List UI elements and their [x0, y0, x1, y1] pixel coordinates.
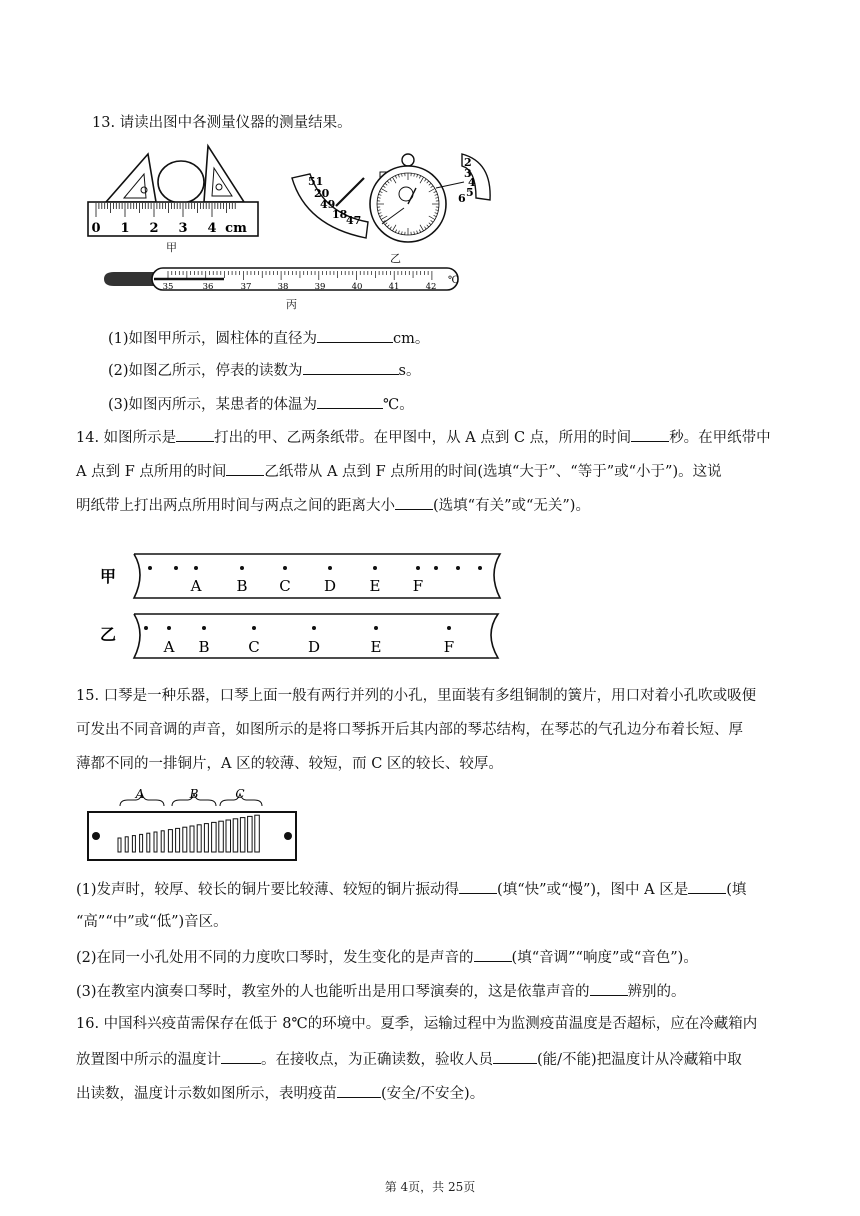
zone-A: A: [135, 787, 145, 801]
answer-blank[interactable]: [317, 327, 393, 343]
sw-num-49: 49: [320, 198, 336, 211]
sw-num-18: 18: [332, 208, 348, 221]
thermo-38: 38: [277, 282, 289, 292]
sw-small-4: 4: [468, 176, 476, 189]
thermo-36: 36: [202, 282, 214, 292]
sw-num-51: 51: [308, 175, 324, 188]
yi-E: E: [370, 638, 382, 656]
q14-line1: 14. 如图所示是 打出的甲、乙两条纸带。在甲图中，从 A 点到 C 点，所用的时间 秒。在甲纸带中: [76, 426, 771, 448]
tape-label-yi: 乙: [100, 625, 117, 644]
sw-small-3: 3: [464, 167, 472, 180]
thermo-37: 37: [240, 282, 252, 292]
thermo-41: 41: [388, 282, 400, 292]
sw-num-47: 47: [346, 214, 362, 227]
q15-item3: (3)在教室内演奏口琴时，教室外的人也能听出是用口琴演奏的，这是依靠声音的 辨别的。: [76, 980, 686, 1002]
q14-line3: 明纸带上打出两点所用时间与两点之间的距离大小 (选填“有关”或“无关”)。: [76, 494, 590, 516]
q15-item1-cont: “高”“中”或“低”)音区。: [76, 914, 228, 930]
yi-A: A: [163, 638, 175, 656]
q15-line1: 15. 口琴是一种乐器，口琴上面一般有两行并列的小孔，里面装有多组铜制的簧片，用口对着小孔吹或吸便: [76, 688, 757, 704]
thermo-35: 35: [162, 282, 174, 292]
yi-B: B: [198, 638, 210, 656]
answer-blank[interactable]: [221, 1048, 261, 1064]
ruler-num-2: 2: [149, 221, 159, 236]
answer-blank[interactable]: [303, 359, 399, 375]
caption-bing: 丙: [286, 298, 297, 311]
yi-C: C: [248, 638, 260, 656]
jia-D: D: [323, 577, 337, 595]
caption-jia: 甲: [166, 241, 177, 254]
q13-item1: (1)如图甲所示，圆柱体的直径为 cm。: [108, 327, 429, 349]
answer-blank[interactable]: [317, 393, 383, 409]
q14-line2: A 点到 F 点所用的时间 乙纸带从 A 点到 F 点所用的时间(选填“大于”、“等于”或“小于”)。这说: [76, 460, 722, 482]
q15-line2: 可发出不同音调的声音，如图所示的是将口琴拆开后其内部的琴芯结构，在琴芯的气孔边分布着长短、厚: [76, 722, 743, 738]
answer-blank[interactable]: [631, 426, 669, 442]
thermo-39: 39: [314, 282, 326, 292]
answer-blank[interactable]: [226, 460, 264, 476]
thermo-40: 40: [351, 282, 363, 292]
q15-item2: (2)在同一小孔处用不同的力度吹口琴时，发生变化的是声音的 (填“音调”“响度”或“音色”)。: [76, 946, 698, 968]
yi-F: F: [443, 638, 455, 656]
caption-yi: 乙: [390, 252, 401, 265]
answer-blank[interactable]: [337, 1082, 381, 1098]
q13-item2: (2)如图乙所示，停表的读数为 s。: [108, 359, 421, 381]
page-footer: 第 4页，共 25页: [384, 1180, 476, 1194]
ruler-num-3: 3: [178, 221, 188, 236]
ruler-num-1: 1: [120, 221, 130, 236]
answer-blank[interactable]: [176, 426, 214, 442]
q13-title: 13. 请读出图中各测量仪器的测量结果。: [92, 115, 352, 131]
figure-paper-tapes: [100, 544, 510, 660]
q16-line2: 放置图中所示的温度计 。在接收点，为正确读数，验收人员 (能/不能)把温度计从冷藏箱中取: [76, 1048, 742, 1070]
yi-D: D: [307, 638, 321, 656]
answer-blank[interactable]: [459, 878, 497, 894]
answer-blank[interactable]: [474, 946, 512, 962]
answer-blank[interactable]: [688, 878, 726, 894]
jia-F: F: [412, 577, 424, 595]
ruler-num-0: 0: [91, 221, 101, 236]
thermo-42: 42: [425, 282, 437, 292]
q13-item3: (3)如图丙所示，某患者的体温为 ℃。: [108, 393, 414, 415]
answer-blank[interactable]: [493, 1048, 537, 1064]
ruler-unit: cm: [225, 221, 247, 236]
sw-num-20: 20: [314, 187, 330, 200]
figure-thermometer-bing: [96, 262, 474, 296]
answer-blank[interactable]: [590, 980, 628, 996]
answer-blank[interactable]: [395, 494, 433, 510]
q16-line1: 16. 中国科兴疫苗需保存在低于 8℃的环境中。夏季，运输过程中为监测疫苗温度是否超标，应在冷藏箱内: [76, 1016, 758, 1032]
zone-C: C: [235, 787, 245, 801]
sw-small-2: 2: [464, 156, 472, 169]
q15-line3: 薄都不同的一排铜片，A 区的较薄、较短，而 C 区的较长、较厚。: [76, 756, 503, 772]
zone-B: B: [189, 787, 199, 801]
q15-item1: (1)发声时，较厚、较长的铜片要比较薄、较短的铜片振动得 (填“快”或“慢”)，图中 A 区是 (填: [76, 878, 746, 900]
sw-small-6: 6: [458, 192, 466, 205]
sw-small-5: 5: [466, 186, 474, 199]
thermo-unit: ℃: [448, 275, 460, 286]
jia-A: A: [190, 577, 202, 595]
jia-E: E: [369, 577, 381, 595]
ruler-num-4: 4: [207, 221, 217, 236]
figure-harmonica-reeds: [84, 786, 304, 862]
figure-ruler-jia: [84, 140, 264, 240]
tape-label-jia: 甲: [100, 567, 117, 586]
jia-C: C: [279, 577, 291, 595]
q16-line3: 出读数，温度计示数如图所示，表明疫苗 (安全/不安全)。: [76, 1082, 484, 1104]
figure-stopwatch-yi: [286, 148, 496, 248]
jia-B: B: [236, 577, 248, 595]
